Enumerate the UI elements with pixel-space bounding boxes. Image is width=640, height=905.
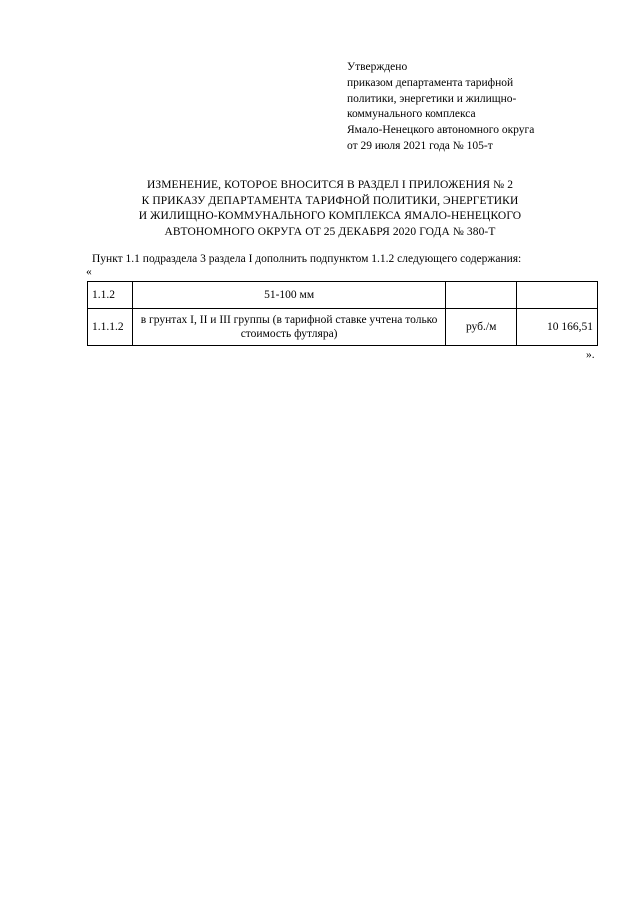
approval-block	[347, 60, 597, 155]
approval-line: Утверждено	[347, 61, 408, 73]
row-number: 1.1.2	[88, 282, 133, 309]
approval-line: коммунального комплекса	[347, 108, 476, 121]
approval-line: приказом департамента тарифной	[347, 76, 514, 89]
approval-line: Ямало-Ненецкого автономного округа	[347, 124, 535, 137]
intro-paragraph: Пункт 1.1 подраздела 3 раздела I дополнить подпунктом 1.1.2 следующего содержания:	[92, 253, 522, 265]
row-number: 1.1.1.2	[88, 309, 133, 346]
title-line: И ЖИЛИЩНО-КОММУНАЛЬНОГО КОМПЛЕКСА ЯМАЛО-НЕНЕЦКОГО	[138, 210, 522, 223]
document-title	[80, 178, 580, 240]
tariff-table	[87, 281, 598, 346]
row-description: 51-100 мм	[132, 282, 445, 309]
title-line: АВТОНОМНОГО ОКРУГА ОТ 25 ДЕКАБРЯ 2020 ГОДА № 380-Т	[164, 225, 496, 238]
title-line: К ПРИКАЗУ ДЕПАРТАМЕНТА ТАРИФНОЙ ПОЛИТИКИ, ЭНЕРГЕТИКИ	[141, 194, 519, 207]
title-line: ИЗМЕНЕНИЕ, КОТОРОЕ ВНОСИТСЯ В РАЗДЕЛ I ПРИЛОЖЕНИЯ № 2	[146, 179, 514, 191]
row-description: в грунтах I, II и III группы (в тарифной ставке учтена только стоимость футляра)	[132, 309, 445, 346]
close-quote: ».	[586, 349, 595, 361]
open-quote: «	[86, 266, 92, 278]
row-value: 10 166,51	[517, 309, 598, 346]
row-unit: руб./м	[446, 309, 517, 346]
row-unit	[446, 282, 517, 309]
table-row	[88, 309, 598, 346]
approval-line: политики, энергетики и жилищно-	[347, 92, 517, 105]
approval-line: от 29 июля 2021 года № 105-т	[347, 139, 493, 152]
row-value	[517, 282, 598, 309]
table-row	[88, 282, 598, 309]
